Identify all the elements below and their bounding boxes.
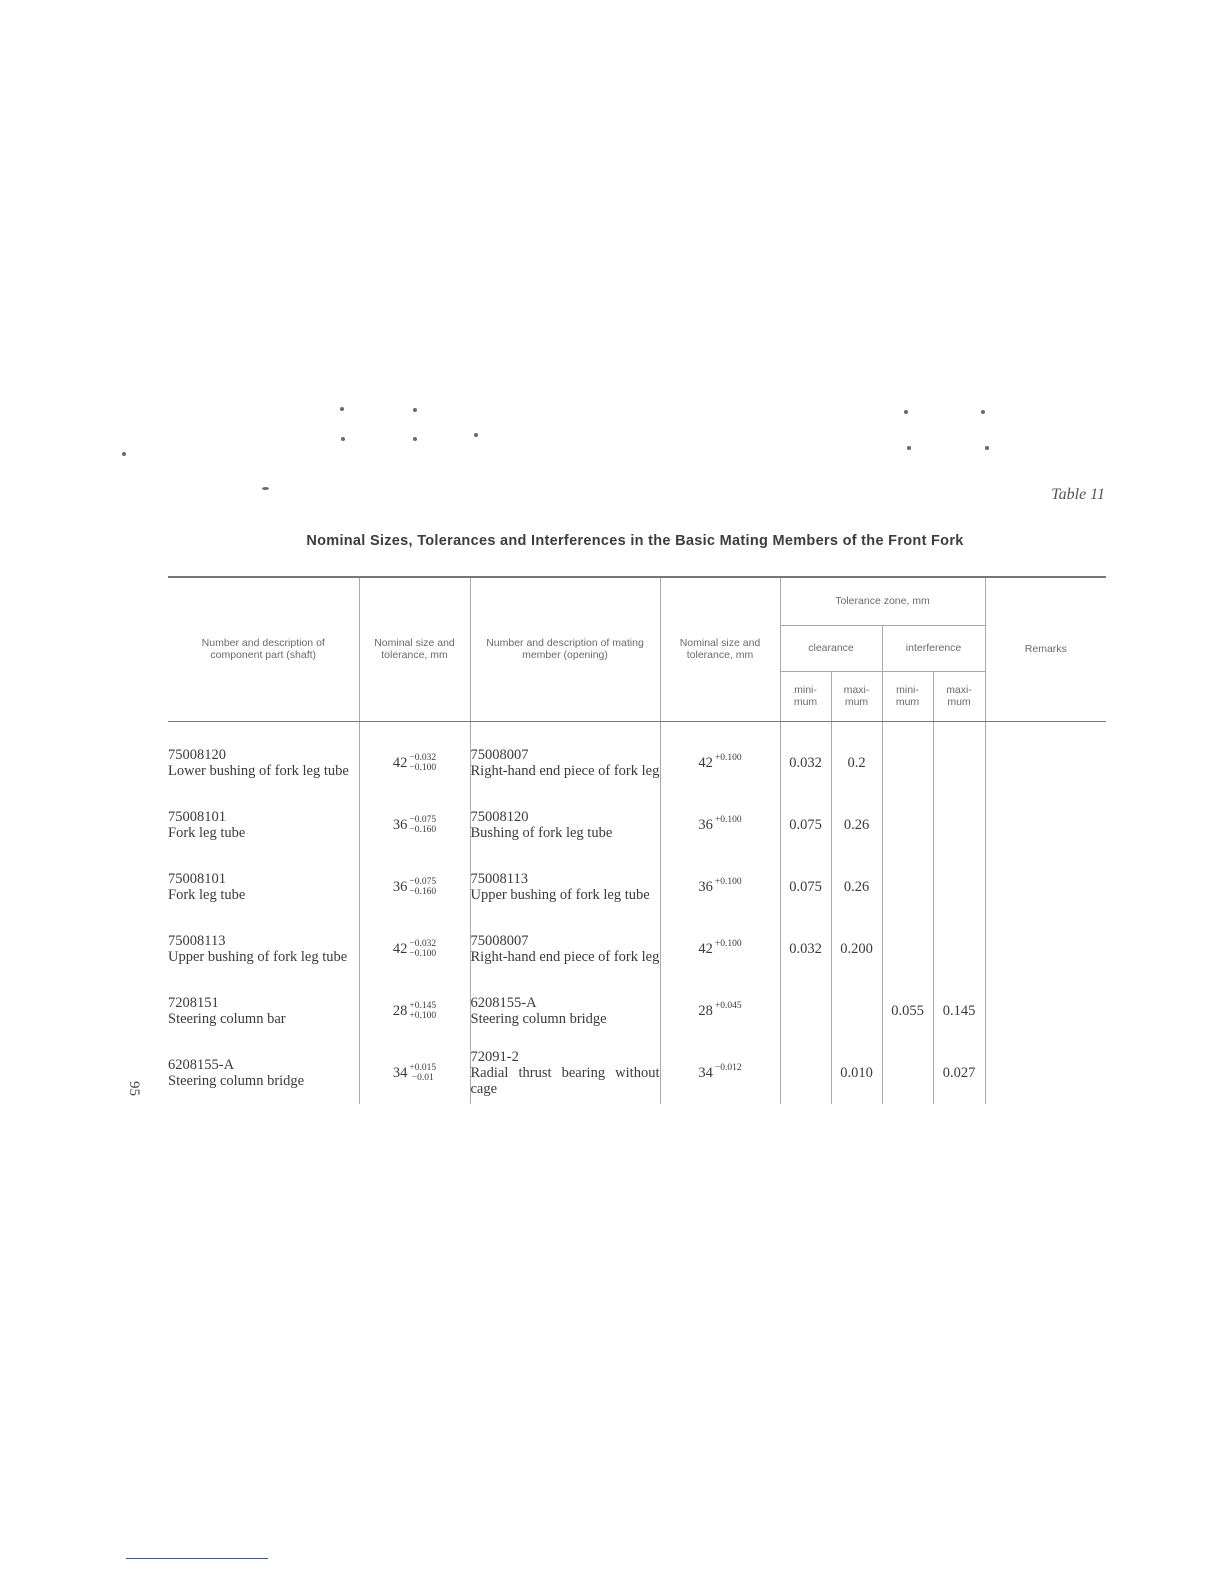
opening-size-cell bbox=[660, 918, 780, 980]
scan-speck bbox=[413, 408, 417, 412]
opening-nominal: 34 bbox=[698, 1064, 713, 1081]
interference-max-cell bbox=[933, 918, 985, 980]
shaft-nominal: 42 bbox=[392, 754, 408, 771]
interference-min-cell bbox=[882, 794, 933, 856]
scan-speck bbox=[907, 446, 911, 450]
remarks-cell bbox=[985, 1042, 1106, 1104]
clearance-min-cell bbox=[780, 1042, 831, 1104]
clearance-min-cell: 0.075 bbox=[780, 856, 831, 918]
clearance-max-cell: 0.26 bbox=[831, 794, 882, 856]
opening-tolerance: −0.012 bbox=[714, 1062, 742, 1073]
table-row bbox=[168, 980, 1106, 1042]
mating-number: 75008113 bbox=[470, 870, 528, 887]
mating-cell bbox=[470, 1042, 660, 1104]
opening-nominal: 36 bbox=[698, 878, 713, 895]
opening-size-cell bbox=[660, 794, 780, 856]
table-body bbox=[168, 721, 1106, 1104]
opening-nominal: 28 bbox=[698, 1002, 713, 1019]
mating-number: 6208155-A bbox=[470, 994, 537, 1011]
scan-speck bbox=[341, 437, 345, 441]
mating-cell bbox=[470, 918, 660, 980]
opening-tolerance: +0.100 bbox=[714, 938, 742, 949]
mating-cell bbox=[470, 980, 660, 1042]
table-row bbox=[168, 721, 1106, 794]
header-remarks: Remarks bbox=[985, 577, 1106, 721]
shaft-lower-dev: −0.100 bbox=[409, 762, 437, 773]
scan-speck bbox=[474, 433, 478, 437]
part-description: Fork leg tube bbox=[168, 886, 246, 903]
mating-description: Right-hand end piece of fork leg bbox=[470, 948, 660, 965]
footnote-rule bbox=[126, 1558, 268, 1559]
part-description: Steering column bar bbox=[168, 1010, 286, 1027]
mating-number: 72091-2 bbox=[470, 1048, 519, 1065]
clearance-min-cell bbox=[780, 980, 831, 1042]
opening-size-cell bbox=[660, 980, 780, 1042]
interference-max-cell bbox=[933, 721, 985, 794]
mating-number: 75008007 bbox=[470, 746, 529, 763]
part-number: 75008101 bbox=[168, 870, 226, 887]
scan-speck bbox=[340, 407, 344, 411]
remarks-cell bbox=[985, 794, 1106, 856]
interference-max-cell bbox=[933, 856, 985, 918]
header-interference-max: maxi-mum bbox=[933, 671, 985, 721]
scan-speck bbox=[985, 446, 989, 450]
shaft-size-cell bbox=[359, 794, 470, 856]
part-description: Upper bushing of fork leg tube bbox=[168, 948, 348, 965]
mating-number: 75008007 bbox=[470, 932, 529, 949]
remarks-cell bbox=[985, 918, 1106, 980]
shaft-lower-dev: −0.160 bbox=[409, 824, 437, 835]
interference-max-cell: 0.145 bbox=[933, 980, 985, 1042]
header-clearance-max: maxi-mum bbox=[831, 671, 882, 721]
shaft-nominal: 36 bbox=[392, 816, 408, 833]
part-number: 6208155-A bbox=[168, 1056, 235, 1073]
shaft-lower-dev: −0.01 bbox=[411, 1072, 434, 1083]
page-number: 95 bbox=[126, 1081, 142, 1096]
shaft-upper-dev: −0.075 bbox=[409, 876, 437, 887]
shaft-size-cell bbox=[359, 1042, 470, 1104]
table-label: Table 11 bbox=[1051, 486, 1105, 503]
opening-tolerance: +0.100 bbox=[714, 814, 742, 825]
header-nominal-opening: Nominal size and tolerance, mm bbox=[660, 577, 780, 721]
shaft-size-cell bbox=[359, 721, 470, 794]
interference-max-cell: 0.027 bbox=[933, 1042, 985, 1104]
remarks-cell bbox=[985, 856, 1106, 918]
clearance-max-cell: 0.26 bbox=[831, 856, 882, 918]
clearance-max-cell: 0.200 bbox=[831, 918, 882, 980]
shaft-nominal: 28 bbox=[392, 1002, 408, 1019]
interference-max-cell bbox=[933, 794, 985, 856]
interference-min-cell bbox=[882, 721, 933, 794]
opening-size-cell bbox=[660, 721, 780, 794]
part-description: Fork leg tube bbox=[168, 824, 246, 841]
shaft-upper-dev: +0.145 bbox=[409, 1000, 437, 1011]
part-description: Lower bushing of fork leg tube bbox=[168, 762, 349, 779]
scan-speck bbox=[981, 410, 985, 414]
mating-cell bbox=[470, 721, 660, 794]
mating-description: Radial thrust bearing without cage bbox=[470, 1064, 660, 1097]
mating-description: Steering column bridge bbox=[470, 1010, 607, 1027]
remarks-cell bbox=[985, 721, 1106, 794]
shaft-nominal: 36 bbox=[392, 878, 408, 895]
component-cell bbox=[168, 1042, 359, 1104]
header-mating: Number and description of mating member (opening) bbox=[470, 577, 660, 721]
opening-size-cell bbox=[660, 1042, 780, 1104]
shaft-nominal: 34 bbox=[392, 1064, 408, 1081]
shaft-upper-dev: −0.032 bbox=[409, 752, 437, 763]
remarks-cell bbox=[985, 980, 1106, 1042]
opening-nominal: 42 bbox=[698, 940, 713, 957]
clearance-max-cell: 0.2 bbox=[831, 721, 882, 794]
mating-description: Right-hand end piece of fork leg bbox=[470, 762, 660, 779]
header-interference: interference bbox=[882, 625, 985, 671]
opening-tolerance: +0.100 bbox=[714, 876, 742, 887]
component-cell bbox=[168, 794, 359, 856]
mating-cell bbox=[470, 856, 660, 918]
scan-speck bbox=[262, 487, 269, 490]
opening-tolerance: +0.045 bbox=[714, 1000, 742, 1011]
clearance-min-cell: 0.075 bbox=[780, 794, 831, 856]
interference-min-cell bbox=[882, 856, 933, 918]
opening-tolerance: +0.100 bbox=[714, 752, 742, 763]
interference-min-cell bbox=[882, 1042, 933, 1104]
table-row bbox=[168, 918, 1106, 980]
shaft-upper-dev: −0.032 bbox=[409, 938, 437, 949]
clearance-max-cell bbox=[831, 980, 882, 1042]
shaft-lower-dev: −0.160 bbox=[409, 886, 437, 897]
mating-description: Upper bushing of fork leg tube bbox=[470, 886, 650, 903]
opening-nominal: 42 bbox=[698, 754, 713, 771]
mating-description: Bushing of fork leg tube bbox=[470, 824, 613, 841]
shaft-size-cell bbox=[359, 918, 470, 980]
component-cell bbox=[168, 856, 359, 918]
shaft-lower-dev: −0.100 bbox=[409, 948, 437, 959]
part-description: Steering column bridge bbox=[168, 1072, 305, 1089]
header-tolerance-zone: Tolerance zone, mm bbox=[780, 577, 985, 625]
fork-tolerance-table bbox=[168, 576, 1106, 1104]
table-row bbox=[168, 856, 1106, 918]
header-clearance-min: mini-mum bbox=[780, 671, 831, 721]
component-cell bbox=[168, 918, 359, 980]
header-clearance: clearance bbox=[780, 625, 882, 671]
clearance-min-cell: 0.032 bbox=[780, 721, 831, 794]
shaft-nominal: 42 bbox=[392, 940, 408, 957]
header-interference-min: mini-mum bbox=[882, 671, 933, 721]
part-number: 7208151 bbox=[168, 994, 219, 1011]
scan-speck bbox=[413, 437, 417, 441]
scan-speck bbox=[904, 410, 908, 414]
clearance-min-cell: 0.032 bbox=[780, 918, 831, 980]
table-title: Nominal Sizes, Tolerances and Interferences in the Basic Mating Members of the Front Fork bbox=[306, 533, 964, 549]
opening-nominal: 36 bbox=[698, 816, 713, 833]
mating-number: 75008120 bbox=[470, 808, 529, 825]
shaft-upper-dev: +0.015 bbox=[409, 1062, 437, 1073]
component-cell bbox=[168, 721, 359, 794]
shaft-upper-dev: −0.075 bbox=[409, 814, 437, 825]
table-row bbox=[168, 1042, 1106, 1104]
interference-min-cell bbox=[882, 918, 933, 980]
shaft-lower-dev: +0.100 bbox=[409, 1010, 437, 1021]
opening-size-cell bbox=[660, 856, 780, 918]
part-number: 75008120 bbox=[168, 746, 226, 763]
scan-speck bbox=[122, 452, 126, 456]
component-cell bbox=[168, 980, 359, 1042]
shaft-size-cell bbox=[359, 980, 470, 1042]
clearance-max-cell: 0.010 bbox=[831, 1042, 882, 1104]
mating-cell bbox=[470, 794, 660, 856]
header-component: Number and description of component part (shaft) bbox=[168, 577, 359, 721]
table-row bbox=[168, 794, 1106, 856]
header-nominal-shaft: Nominal size and tolerance, mm bbox=[359, 577, 470, 721]
part-number: 75008101 bbox=[168, 808, 226, 825]
shaft-size-cell bbox=[359, 856, 470, 918]
interference-min-cell: 0.055 bbox=[882, 980, 933, 1042]
part-number: 75008113 bbox=[168, 932, 226, 949]
